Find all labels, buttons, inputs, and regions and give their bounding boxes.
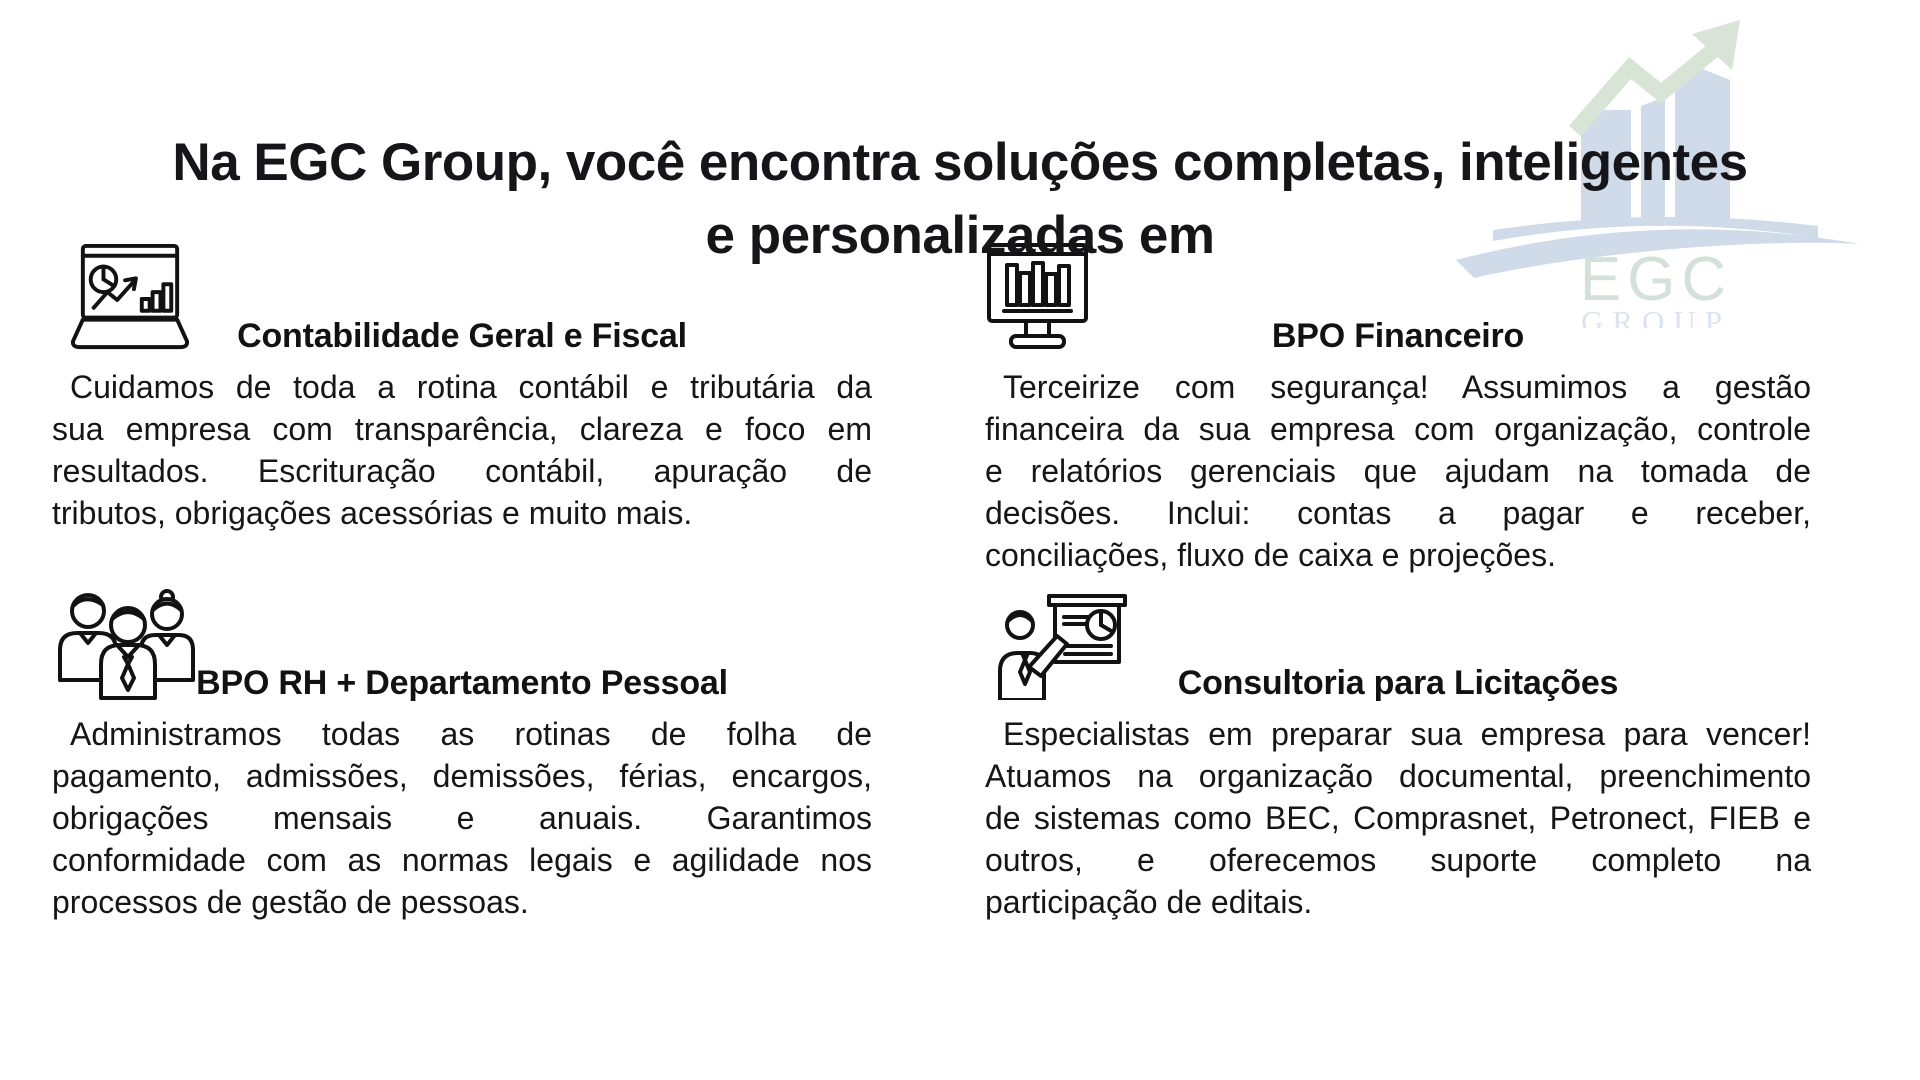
text-line: participação de editais. bbox=[985, 884, 1313, 920]
service-title: Consultoria para Licitações bbox=[1177, 664, 1619, 702]
service-consultoria-licitacoes bbox=[985, 588, 1811, 923]
text-line: pagamento, admissões, demissões, férias, encargos, bbox=[52, 758, 872, 794]
text-line: Especialistas em preparar sua empresa para vencer! bbox=[1003, 716, 1811, 752]
text-line: sua empresa com transparência, clareza e foco em bbox=[52, 411, 872, 447]
text-line: resultados. Escrituração contábil, apuração de bbox=[52, 453, 872, 489]
text-line: conformidade com as normas legais e agilidade nos bbox=[52, 842, 872, 878]
text-line: Terceirize com segurança! Assumimos a gestão bbox=[1003, 369, 1811, 405]
text-line: decisões. Inclui: contas a pagar e receber, bbox=[985, 495, 1811, 531]
service-title: BPO Financeiro bbox=[1271, 317, 1525, 355]
text-line: tributos, obrigações acessórias e muito mais. bbox=[52, 495, 693, 531]
text-line: obrigações mensais e anuais. Garantimos bbox=[52, 800, 872, 836]
service-description bbox=[52, 366, 872, 534]
text-line: outros, e oferecemos suporte completo na bbox=[985, 842, 1811, 878]
text-line: Cuidamos de toda a rotina contábil e tributária da bbox=[70, 369, 872, 405]
service-description bbox=[985, 366, 1811, 576]
service-header bbox=[52, 588, 872, 700]
text-line: processos de gestão de pessoas. bbox=[52, 884, 529, 920]
service-description bbox=[985, 713, 1811, 923]
text-line: de sistemas como BEC, Comprasnet, Petronect, FIEB e bbox=[985, 800, 1811, 836]
service-header bbox=[985, 588, 1811, 700]
text-line: Na EGC Group, você encontra soluções completas, inteligentes bbox=[172, 132, 1748, 192]
service-contabilidade bbox=[52, 241, 872, 534]
page-title bbox=[0, 126, 1920, 272]
service-bpo-rh bbox=[52, 588, 872, 923]
service-description bbox=[52, 713, 872, 923]
logo-subname: GROUP bbox=[1580, 304, 1732, 328]
logo-name: EGC bbox=[1579, 245, 1733, 314]
text-line: Atuamos na organização documental, preenchimento bbox=[985, 758, 1811, 794]
text-line: conciliações, fluxo de caixa e projeções. bbox=[985, 537, 1556, 573]
text-line: Administramos todas as rotinas de folha de bbox=[70, 716, 872, 752]
text-line: e personalizadas em bbox=[705, 205, 1215, 265]
text-line: financeira da sua empresa com organização, controle bbox=[985, 411, 1811, 447]
service-title: BPO RH + Departamento Pessoal bbox=[196, 664, 728, 702]
service-title: Contabilidade Geral e Fiscal bbox=[237, 317, 687, 355]
text-line: e relatórios gerenciais que ajudam na tomada de bbox=[985, 453, 1811, 489]
service-bpo-financeiro bbox=[985, 241, 1811, 576]
